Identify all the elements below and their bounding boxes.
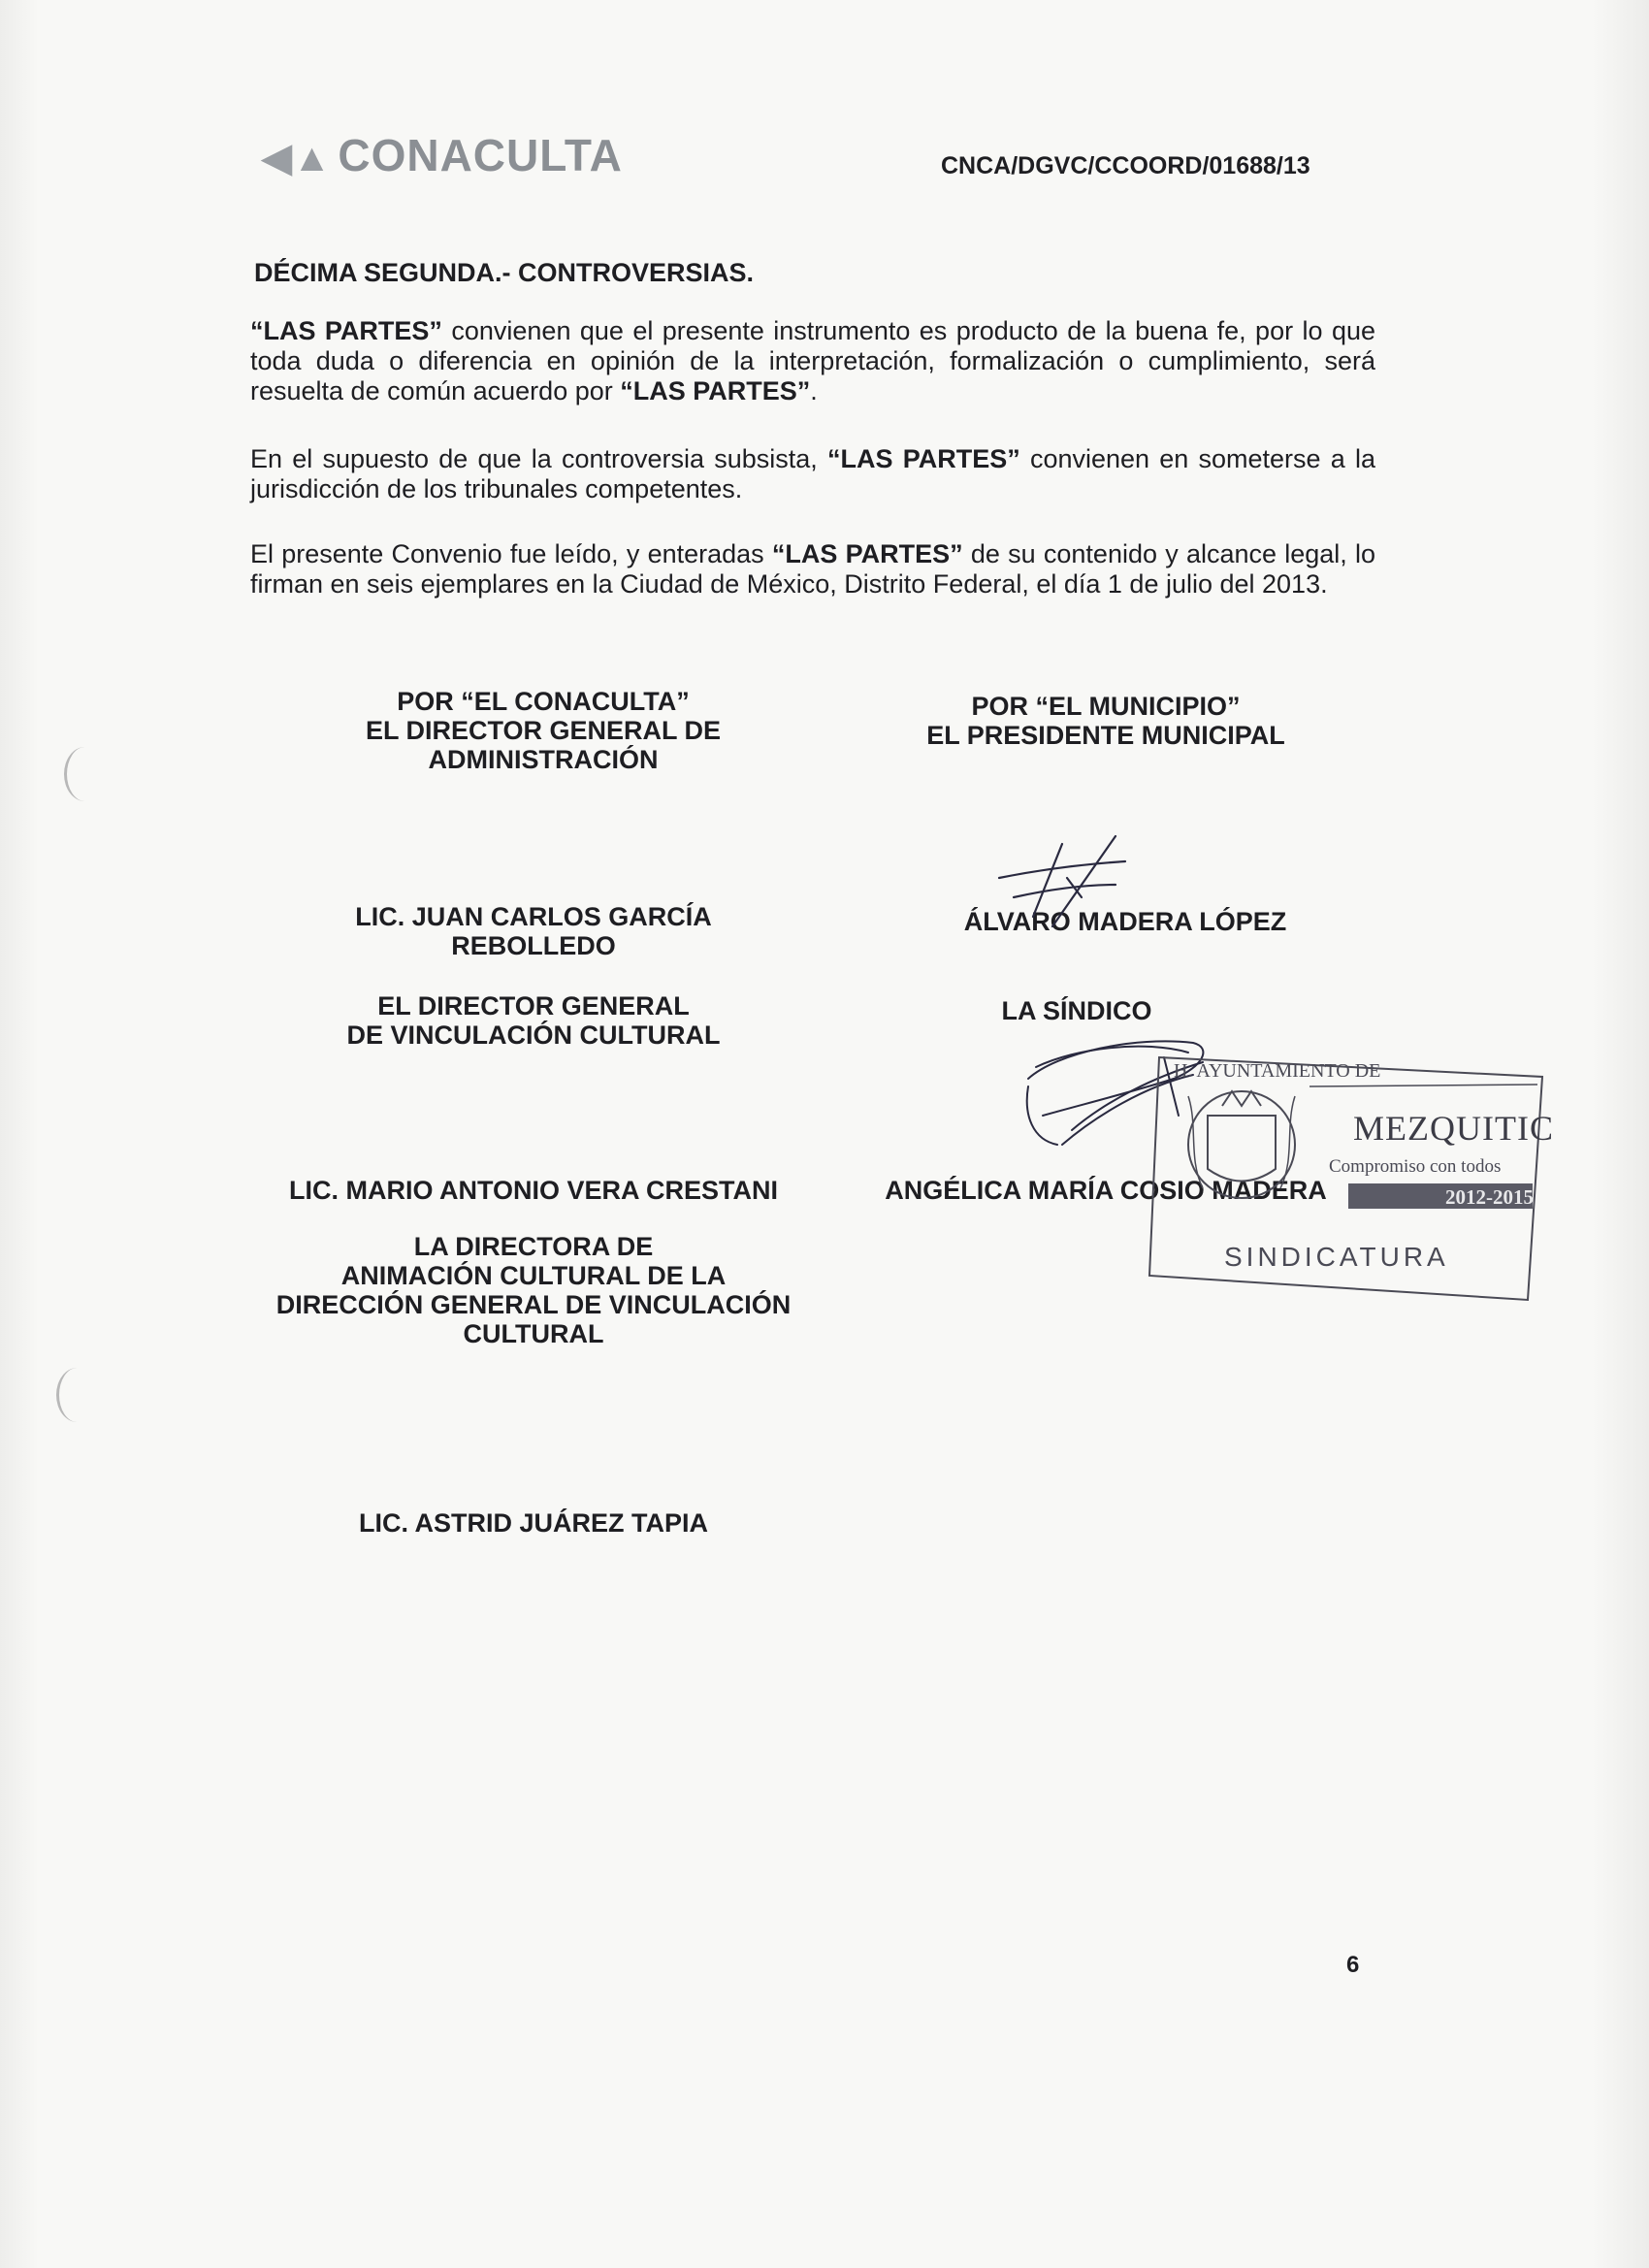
- logo-text: CONACULTA: [338, 130, 623, 180]
- paragraph-text: convienen que el presente instrumento es producto de la buena fe, por lo que toda duda o diferencia en opinión de la interpretación, formalización o cumplimiento, será resuelta de común acuerdo por: [250, 316, 1375, 405]
- party-name: “LAS PARTES”: [771, 539, 963, 568]
- sig-line: REBOLLEDO: [451, 931, 616, 960]
- stamp-city-text: MEZQUITIC: [1353, 1109, 1554, 1148]
- stamp-years-text: 2012-2015: [1445, 1185, 1534, 1209]
- stamp-top-text: H. AYUNTAMIENTO DE: [1174, 1060, 1381, 1082]
- document-reference: CNCA/DGVC/CCOORD/01688/13: [941, 152, 1310, 179]
- party-name: “LAS PARTES”: [827, 444, 1020, 473]
- sig-line: DE VINCULACIÓN CULTURAL: [346, 1021, 721, 1050]
- right-signatory-name-1: ÁLVARO MADERA LÓPEZ: [963, 907, 1287, 936]
- paragraph-text: El presente Convenio fue leído, y enteradas: [250, 539, 772, 568]
- right-signatory-role-2: LA SÍNDICO: [1001, 996, 1152, 1025]
- paragraph-text: En el supuesto de que la controversia subsista,: [250, 444, 828, 473]
- sig-line: EL PRESIDENTE MUNICIPAL: [926, 721, 1285, 750]
- logo-mark-icon: ◀▲: [262, 137, 333, 179]
- left-signatory-name-2: LIC. MARIO ANTONIO VERA CRESTANI: [288, 1176, 778, 1205]
- sig-line: CULTURAL: [463, 1319, 604, 1348]
- right-signatory-name-2: ANGÉLICA MARÍA COSIO MADERA: [885, 1176, 1327, 1205]
- sig-line: LIC. JUAN CARLOS GARCÍA: [355, 902, 712, 931]
- party-name: “LAS PARTES”: [250, 316, 442, 345]
- paragraph-text: de su contenido y alcance legal, lo firman en seis ejemplares en la Ciudad de México, Distrito Federal, el día 1 de julio del 2013.: [250, 539, 1376, 599]
- stamp-bottom-text: SINDICATURA: [1224, 1242, 1449, 1272]
- paragraph-text: convienen en someterse a la jurisdicción de los tribunales competentes.: [250, 444, 1376, 503]
- sig-line: DIRECCIÓN GENERAL DE VINCULACIÓN: [275, 1290, 792, 1319]
- sig-line: POR “EL CONACULTA”: [397, 687, 690, 716]
- paragraph-text: .: [810, 376, 818, 405]
- page-number: 6: [1346, 1952, 1360, 1978]
- sig-line: ADMINISTRACIÓN: [428, 745, 659, 774]
- sig-line: LA DIRECTORA DE: [413, 1232, 654, 1261]
- sig-line: ANIMACIÓN CULTURAL DE LA: [340, 1261, 727, 1290]
- president-signature: [999, 836, 1125, 926]
- left-signatory-name-3: LIC. ASTRID JUÁREZ TAPIA: [358, 1508, 708, 1538]
- sig-line: EL DIRECTOR GENERAL DE: [365, 716, 722, 745]
- sindico-signature: [1027, 1041, 1204, 1145]
- sig-line: POR “EL MUNICIPIO”: [971, 692, 1241, 721]
- clause-heading: DÉCIMA SEGUNDA.- CONTROVERSIAS.: [254, 258, 755, 287]
- stamp-motto-text: Compromiso con todos: [1329, 1156, 1502, 1177]
- sig-line: EL DIRECTOR GENERAL: [377, 991, 690, 1021]
- party-name: “LAS PARTES”: [620, 376, 811, 405]
